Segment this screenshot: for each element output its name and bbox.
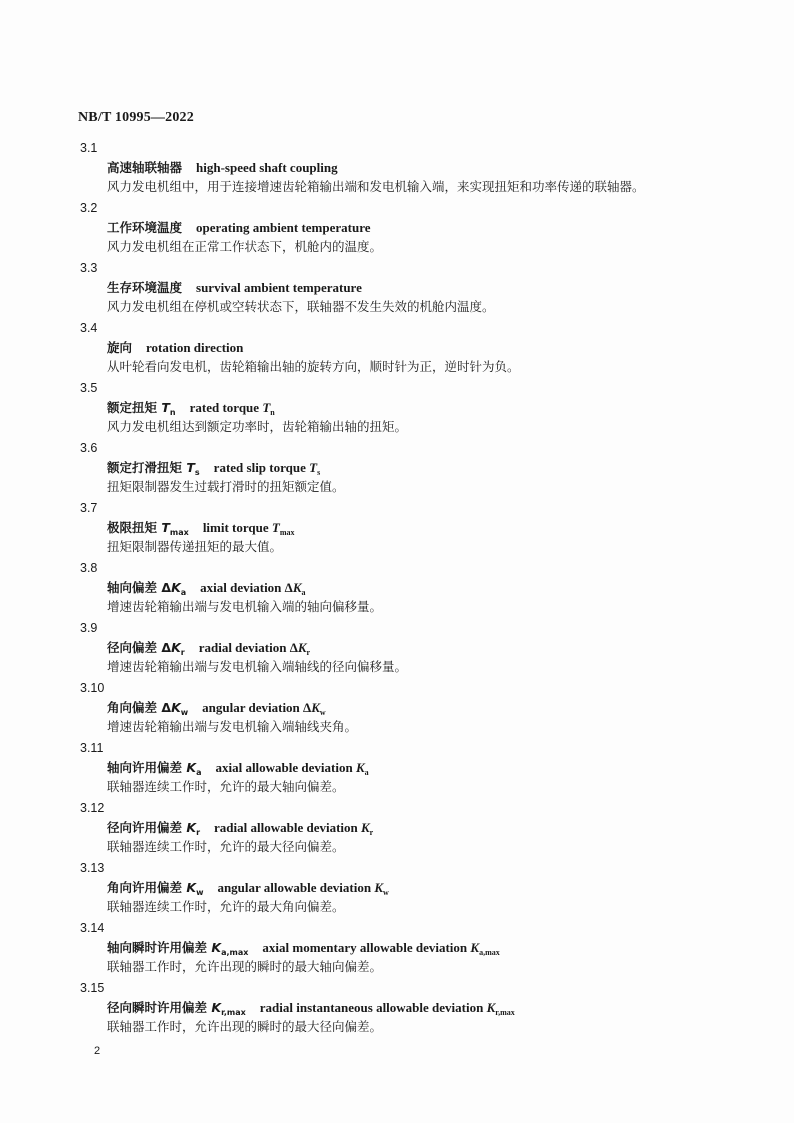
term-english: rotation direction	[146, 340, 244, 355]
term-english: axial allowable deviation	[215, 760, 353, 775]
term-symbol: $K_{a,max}$	[211, 940, 249, 957]
term-title	[107, 1000, 515, 1021]
term-symbol: $T_n$	[161, 400, 176, 417]
term-chinese: 角向偏差	[107, 700, 158, 715]
term-title	[107, 220, 371, 236]
term-definition: 联轴器连续工作时，允许的最大角向偏差。	[107, 899, 345, 914]
term-symbol-en: $K_{r,max}$	[486, 1000, 515, 1017]
term-chinese: 工作环境温度	[107, 220, 183, 235]
term-title	[107, 280, 362, 296]
term-definition: 联轴器工作时，允许出现的瞬时的最大径向偏差。	[107, 1019, 383, 1034]
term-entry	[0, 561, 794, 621]
term-symbol-en: $T_n$	[262, 400, 275, 417]
term-definition: 风力发电机组在正常工作状态下，机舱内的温度。	[107, 239, 383, 254]
term-symbol: $\Delta K_w$	[161, 700, 189, 717]
term-number: 3.14	[80, 921, 105, 935]
term-symbol: $K_r$	[186, 820, 201, 837]
term-english: radial deviation	[198, 640, 287, 655]
term-chinese: 轴向许用偏差	[107, 760, 183, 775]
term-number: 3.12	[80, 801, 105, 815]
term-number: 3.1	[80, 141, 98, 155]
term-number: 3.13	[80, 861, 105, 875]
term-number: 3.2	[80, 201, 98, 215]
term-english: radial allowable deviation	[214, 820, 358, 835]
term-symbol: $K_w$	[186, 880, 204, 897]
term-number: 3.4	[80, 321, 98, 335]
term-entry	[0, 861, 794, 921]
term-definition: 扭矩限制器传递扭矩的最大值。	[107, 539, 283, 554]
term-entry	[0, 741, 794, 801]
term-entry	[0, 981, 794, 1041]
term-title	[107, 520, 295, 541]
term-title	[107, 820, 373, 841]
term-entry	[0, 681, 794, 741]
term-title	[107, 460, 320, 481]
term-english: angular allowable deviation	[217, 880, 372, 895]
term-number: 3.9	[80, 621, 98, 635]
term-title	[107, 880, 389, 901]
term-entry	[0, 801, 794, 861]
term-entry	[0, 921, 794, 981]
term-number: 3.10	[80, 681, 105, 695]
term-english: radial instantaneous allowable deviation	[259, 1000, 484, 1015]
term-title	[107, 160, 338, 176]
term-entry	[0, 201, 794, 261]
term-english: high-speed shaft coupling	[196, 160, 338, 175]
term-definition: 联轴器工作时，允许出现的瞬时的最大轴向偏差。	[107, 959, 383, 974]
term-chinese: 角向许用偏差	[107, 880, 183, 895]
term-number: 3.7	[80, 501, 98, 515]
term-symbol: $T_s$	[186, 460, 200, 477]
term-chinese: 极限扭矩	[107, 520, 158, 535]
term-chinese: 高速轴联轴器	[107, 160, 183, 175]
term-title	[107, 640, 310, 661]
term-chinese: 轴向偏差	[107, 580, 158, 595]
term-symbol-en: $K_w$	[374, 880, 389, 897]
term-definition: 风力发电机组中，用于连接增速齿轮箱输出端和发电机输入端，来实现扭矩和功率传递的联轴器。	[107, 179, 645, 194]
term-number: 3.8	[80, 561, 98, 575]
term-number: 3.3	[80, 261, 98, 275]
term-definition: 增速齿轮箱输出端与发电机输入端轴线夹角。	[107, 719, 358, 734]
term-definition: 风力发电机组在停机或空转状态下，联轴器不发生失效的机舱内温度。	[107, 299, 495, 314]
term-symbol-en: $\Delta K_r$	[289, 640, 311, 657]
term-entry	[0, 321, 794, 381]
term-english: limit torque	[202, 520, 269, 535]
term-title	[107, 400, 275, 421]
term-symbol: $\Delta K_a$	[161, 580, 187, 597]
term-english: axial momentary allowable deviation	[262, 940, 468, 955]
term-chinese: 径向许用偏差	[107, 820, 183, 835]
term-symbol: $K_{r,max}$	[211, 1000, 246, 1017]
term-number: 3.11	[80, 741, 104, 755]
term-number: 3.5	[80, 381, 98, 395]
term-definition: 扭矩限制器发生过载打滑时的扭矩额定值。	[107, 479, 345, 494]
term-entry	[0, 381, 794, 441]
term-english: axial deviation	[200, 580, 282, 595]
term-symbol-en: $T_{max}$	[271, 520, 295, 537]
term-entry	[0, 621, 794, 681]
term-title	[107, 760, 369, 781]
term-symbol-en: $K_r$	[361, 820, 374, 837]
term-english: survival ambient temperature	[196, 280, 362, 295]
term-symbol-en: $\Delta K_w$	[303, 700, 326, 717]
term-symbol-en: $K_{a,max}$	[470, 940, 500, 957]
term-symbol: $\Delta K_r$	[161, 640, 185, 657]
term-number: 3.15	[80, 981, 105, 995]
term-symbol-en: $K_a$	[355, 760, 369, 777]
term-number: 3.6	[80, 441, 98, 455]
term-definition: 联轴器连续工作时，允许的最大轴向偏差。	[107, 779, 345, 794]
term-definition: 增速齿轮箱输出端与发电机输入端的轴向偏移量。	[107, 599, 383, 614]
term-entry	[0, 261, 794, 321]
term-chinese: 生存环境温度	[107, 280, 183, 295]
term-chinese: 径向偏差	[107, 640, 158, 655]
term-chinese: 旋向	[107, 340, 133, 355]
term-chinese: 额定扭矩	[107, 400, 158, 415]
term-english: rated torque	[189, 400, 260, 415]
term-definition: 从叶轮看向发电机，齿轮箱输出轴的旋转方向，顺时针为正，逆时针为负。	[107, 359, 520, 374]
term-entry	[0, 441, 794, 501]
term-entry	[0, 501, 794, 561]
term-definition: 联轴器连续工作时，允许的最大径向偏差。	[107, 839, 345, 854]
term-chinese: 额定打滑扭矩	[107, 460, 183, 475]
term-entry	[0, 141, 794, 201]
term-symbol-en: $T_s$	[309, 460, 321, 477]
term-definition: 增速齿轮箱输出端与发电机输入端轴线的径向偏移量。	[107, 659, 408, 674]
term-title	[107, 340, 243, 356]
term-english: operating ambient temperature	[196, 220, 371, 235]
term-symbol: $T_{max}$	[161, 520, 189, 537]
term-english: rated slip torque	[213, 460, 306, 475]
term-title	[107, 700, 326, 721]
term-definition: 风力发电机组达到额定功率时，齿轮箱输出轴的扭矩。	[107, 419, 408, 434]
page-number: 2	[94, 1045, 101, 1057]
term-title	[107, 940, 500, 961]
term-list	[0, 141, 794, 1041]
term-title	[107, 580, 306, 601]
term-chinese: 径向瞬时许用偏差	[107, 1000, 208, 1015]
term-symbol: $K_a$	[186, 760, 202, 777]
term-symbol-en: $\Delta K_a$	[284, 580, 306, 597]
term-english: angular deviation	[202, 700, 300, 715]
standard-header: NB/T 10995—2022	[78, 110, 194, 125]
term-chinese: 轴向瞬时许用偏差	[107, 940, 208, 955]
